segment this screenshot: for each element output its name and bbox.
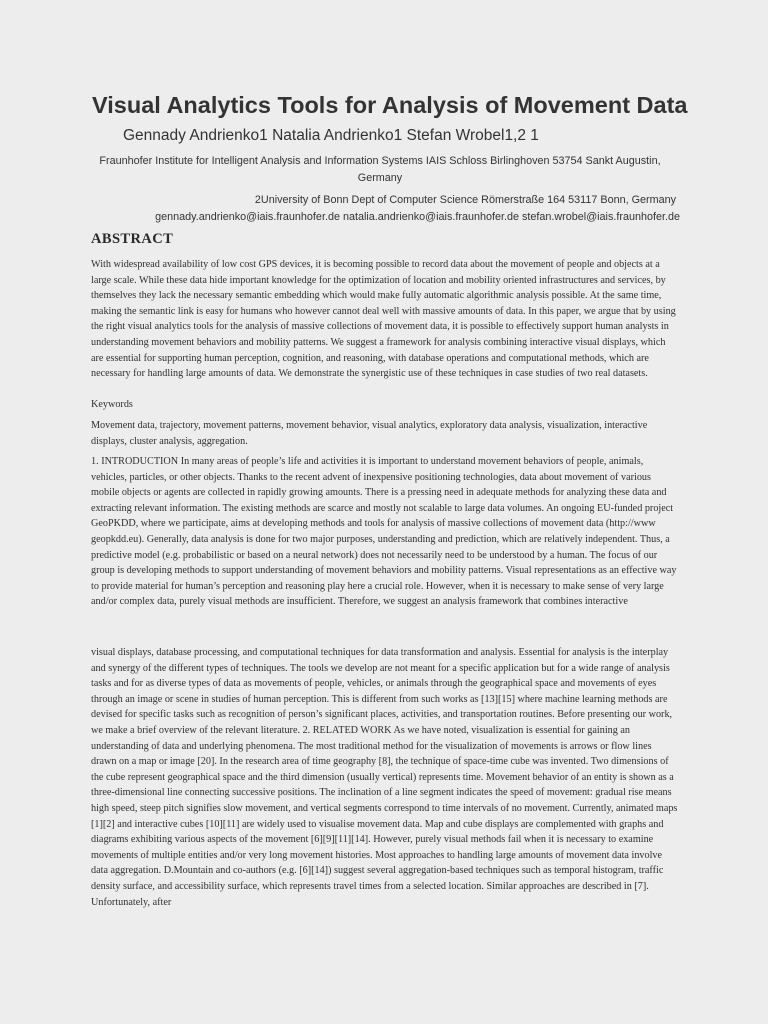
affiliation-1: Fraunhofer Institute for Intelligent Analysis and Information Systems IAIS Schloss Birlinghoven 53754 Sankt Augustin, Germany xyxy=(99,155,661,184)
author-list: Gennady Andrienko1 Natalia Andrienko1 Stefan Wrobel1,2 1 xyxy=(123,127,539,144)
introduction-paragraph: 1. INTRODUCTION In many areas of people’s life and activities it is important to understand movement behaviors of people, animals, vehicles, particles, or other objects. Thanks to the recent advent of inexpensive positioning technologies, data about movement of various mobile objects or agents are collected in rapidly growing amounts. There is a pressing need in adequate methods for analyzing these data and extracting relevant information. The existing methods are scarce and mostly not scalable to large data volumes. An ongoing EU-funded project GeoPKDD, where we participate, aims at developing methods and tools for analysis of massive collections of movement data (http://www geopkdd.eu). Generally, data analysis is done for two major purposes, understanding and prediction, which are relatively independent. Thus, a predictive model (e.g. probabilistic or based on a neural network) does not necessarily need to be understood by a human. The focus of our group is developing methods to support understanding of movement behaviors and mobility patterns. Visual representations as an effective way to provide material for human’s perception and reasoning play here a crucial role. However, when it is necessary to make sense of very large and/or complex data, purely visual methods are insufficient. Therefore, we suggest an analysis framework that combines interactive xyxy=(91,456,677,608)
keywords-text: Movement data, trajectory, movement patterns, movement behavior, visual analytics, exploratory data analysis, visualization, interactive displays, cluster analysis, aggregation. xyxy=(91,420,648,447)
affiliation-2: 2University of Bonn Dept of Computer Science Römerstraße 164 53117 Bonn, Germany xyxy=(254,194,676,206)
abstract-heading: ABSTRACT xyxy=(91,231,174,247)
body-paragraph: visual displays, database processing, and computational techniques for data transformation and analysis. Essential for analysis is the interplay and synergy of the different types of techniques. The tools we develop are not meant for a specific application but for a wide range of analysis tasks and for as diverse types of data as movements of people, vehicles, or animals through the geographical space and movements of eyes through an image or scene in studies of human perception. This is different from such works as [13][15] where machine learning methods are devised for specific tasks such as recognition of person’s significant places, activities, and transportation routines. Before presenting our work, we make a brief overview of the relevant literature. 2. RELATED WORK As we have noted, visualization is essential for gaining an understanding of data and underlying phenomena. The most traditional method for the visualization of movements is arrows or flow lines drawn on a map or image [20]. In the research area of time geography [8], the technique of space-time cube was invented. Two dimensions of the cube represent geographical space and the third dimension (usually vertical) represents time. Movement behavior of an entity is shown as a three-dimensional line connecting successive positions. The inclination of a line segment indicates the speed of movement: gradual rise means high speed, steep pitch signifies slow movement, and vertical segments correspond to time intervals of no movement. Currently, animated maps [1][2] and interactive cubes [10][11] are widely used to visualise movement data. Map and cube displays are complemented with graphs and diagrams exhibiting various aspects of the movement [6][9][11][14]. However, purely visual methods fail when it is necessary to examine movements of multiple entities and/or very long movement histories. Most approaches to handling large amounts of movement data involve data aggregation. D.Mountain and co-authors (e.g. [6][14]) suggest several aggregation-based techniques such as temporal histogram, traffic density surface, and accessibility surface, which represents travel times from a selected location. Similar approaches are described in [7]. Unfortunately, after xyxy=(91,647,678,908)
abstract-text: With widespread availability of low cost GPS devices, it is becoming possible to record data about the movement of people and objects at a large scale. While these data hide important knowledge for the optimization of location and mobility oriented infrastructures and services, by themselves they lack the necessary semantic embedding which would make fully automatic algorithmic analysis possible. At the same time, making the semantic link is easy for humans who however cannot deal well with massive amounts of data. In this paper, we argue that by using the right visual analytics tools for the analysis of massive collections of movement data, it is possible to effectively support human analysts in understanding movement behaviors and mobility patterns. We suggest a framework for analysis combining interactive visual displays, which are essential for supporting human perception, cognition, and reasoning, with database operations and computational methods, which are necessary for handling large amounts of data. We demonstrate the synergistic use of these techniques in case studies of two real datasets. xyxy=(91,259,676,380)
author-emails: gennady.andrienko@iais.fraunhofer.de natalia.andrienko@iais.fraunhofer.de stefan.wrobel@iais.fraunhofer.de xyxy=(155,211,680,223)
paper-title: Visual Analytics Tools for Analysis of Movement Data xyxy=(92,92,688,118)
keywords-label: Keywords xyxy=(91,399,133,410)
